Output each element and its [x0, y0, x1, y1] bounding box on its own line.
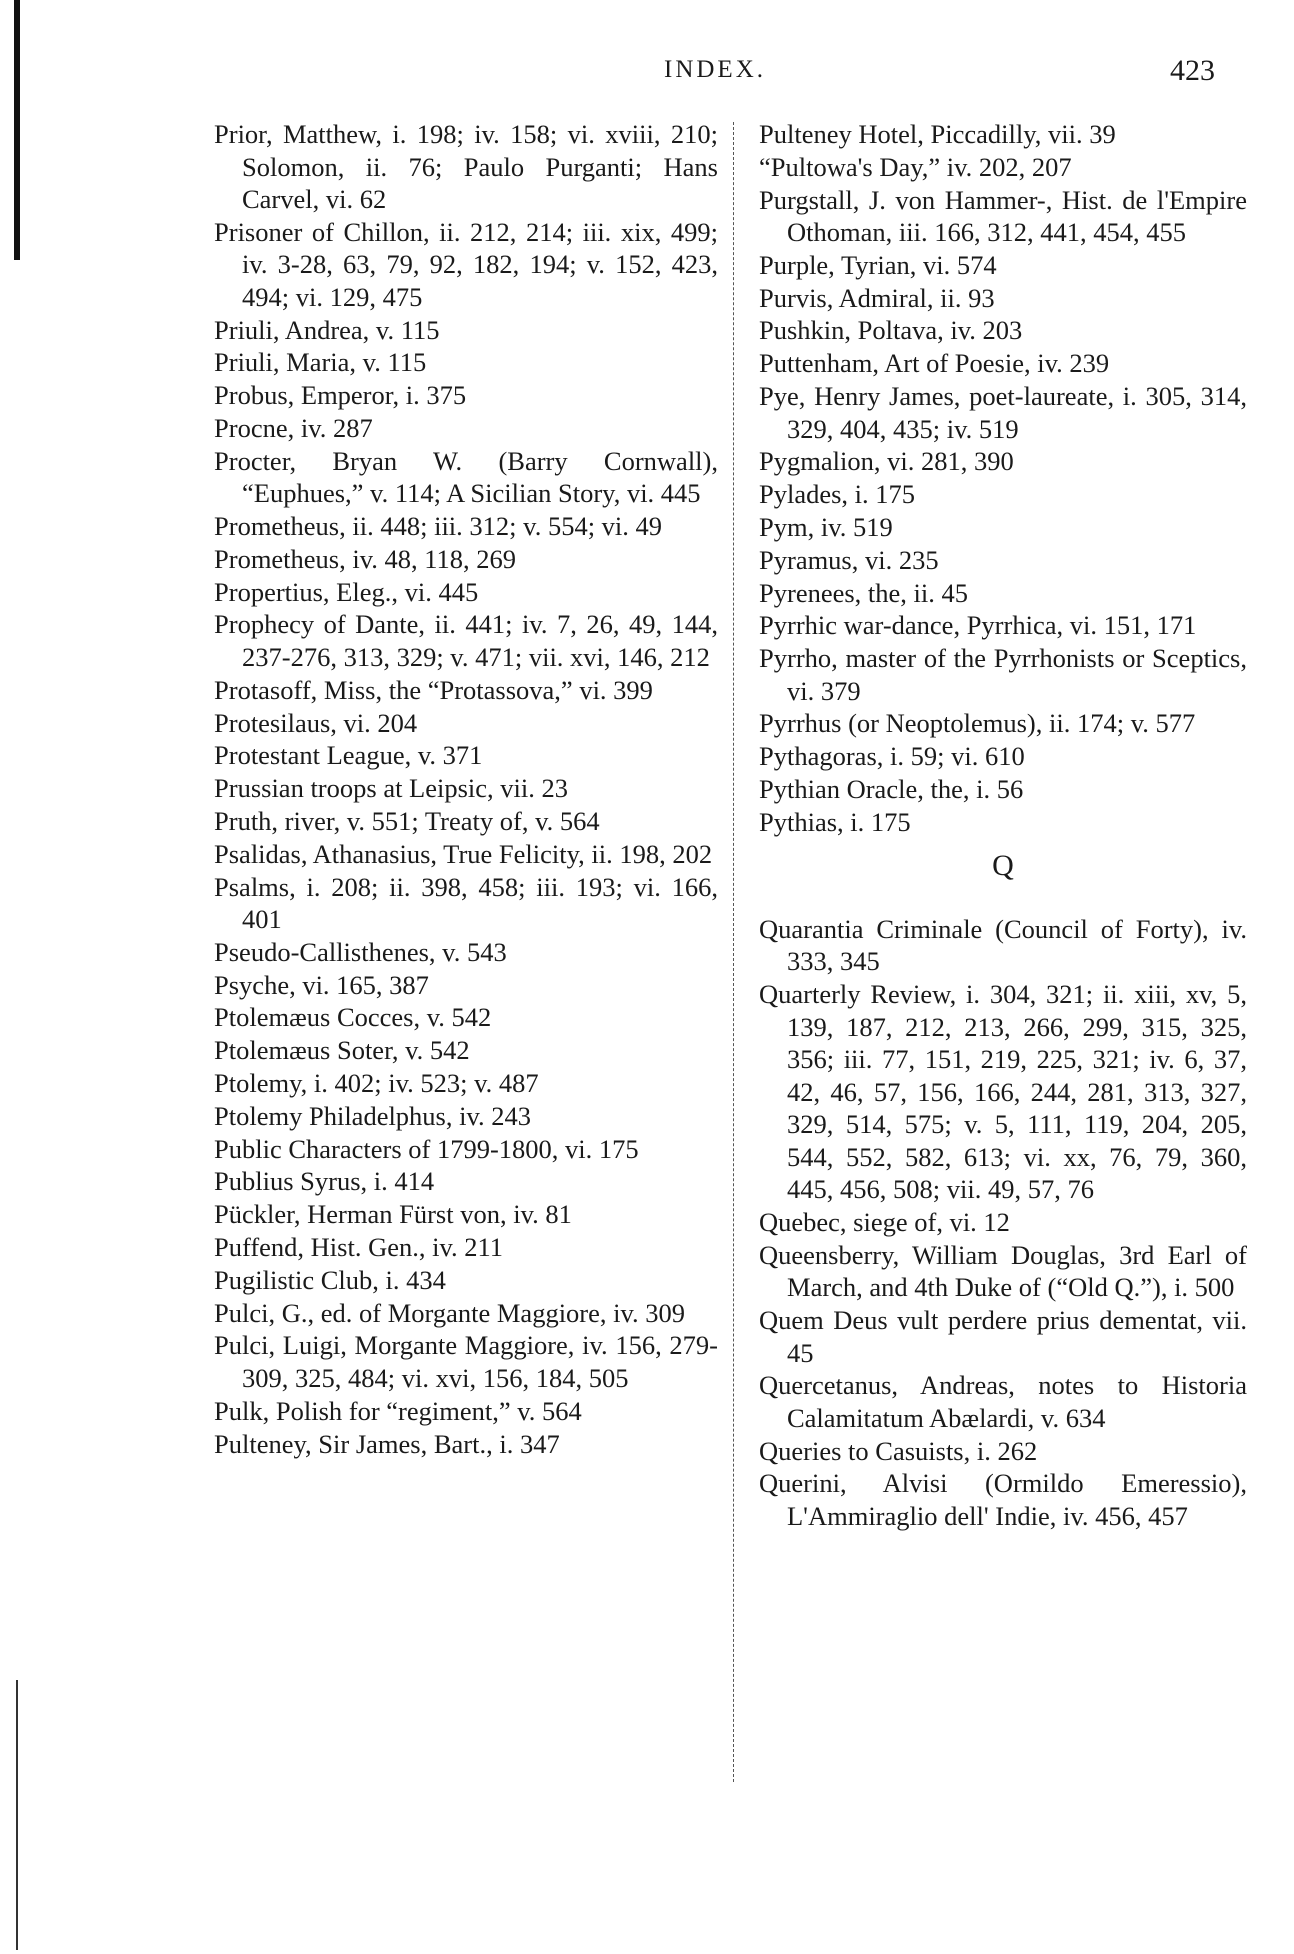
index-entry: Ptolemæus Cocces, v. 542: [214, 1002, 492, 1033]
index-entry: Ptolemy, i. 402; iv. 523; v. 487: [214, 1068, 539, 1099]
index-entry: Quercetanus, Andreas, notes to Historia Calamitatum Abælardi, v. 634: [759, 1370, 1247, 1433]
index-entry: Pyrrho, master of the Pyrrhonists or Sceptics, vi. 379: [759, 643, 1247, 706]
index-entry: Protesilaus, vi. 204: [214, 707, 418, 738]
index-entry: Quem Deus vult perdere prius dementat, vii. 45: [759, 1305, 1247, 1368]
index-entries-p: [759, 118, 1247, 838]
index-entry: Pulk, Polish for “regiment,” v. 564: [214, 1395, 582, 1426]
index-entry: Querini, Alvisi (Ormildo Emeressio), L'Ammiraglio dell' Indie, iv. 456, 457: [759, 1468, 1247, 1531]
index-entry: Pythagoras, i. 59; vi. 610: [759, 741, 1025, 772]
index-entry: Pye, Henry James, poet-laureate, i. 305, 314, 329, 404, 435; iv. 519: [759, 381, 1247, 444]
index-entry: Procne, iv. 287: [214, 412, 373, 443]
index-entry: Purgstall, J. von Hammer-, Hist. de l'Empire Othoman, iii. 166, 312, 441, 454, 455: [759, 184, 1247, 248]
index-entry: Prometheus, iv. 48, 118, 269: [214, 543, 517, 574]
index-entry: Psalms, i. 208; ii. 398, 458; iii. 193; vi. 166, 401: [214, 871, 718, 935]
running-head: INDEX.: [664, 56, 767, 83]
index-entry: Publius Syrus, i. 414: [214, 1166, 435, 1197]
index-entry: Prometheus, ii. 448; iii. 312; v. 554; vi. 49: [214, 511, 663, 542]
index-entry: Psalidas, Athanasius, True Felicity, ii. 198, 202: [214, 838, 713, 869]
index-entry: Pulci, Luigi, Morgante Maggiore, iv. 156, 279-309, 325, 484; vi. xvi, 156, 184, 505: [214, 1330, 718, 1393]
index-entry: Pugilistic Club, i. 434: [214, 1264, 446, 1295]
page-header: [0, 46, 1294, 96]
index-entry: Pyrenees, the, ii. 45: [759, 577, 969, 608]
index-entry: Pückler, Herman Fürst von, iv. 81: [214, 1199, 572, 1230]
index-entry: Pushkin, Poltava, iv. 203: [759, 315, 1023, 346]
section-heading-q: Q: [992, 849, 1014, 883]
index-entry: Protasoff, Miss, the “Protassova,” vi. 399: [214, 674, 653, 705]
index-entry: Pythias, i. 175: [759, 806, 911, 837]
index-entry: Pyrrhic war-dance, Pyrrhica, vi. 151, 171: [759, 610, 1197, 641]
index-entry: Pygmalion, vi. 281, 390: [759, 446, 1014, 477]
index-entry: Protestant League, v. 371: [214, 740, 483, 771]
index-entry: Quarterly Review, i. 304, 321; ii. xiii, xv, 5, 139, 187, 212, 213, 266, 299, 315, 325, 356; iii. 77, 151, 219, 225, 321; iv. 6, 37, 42, 46, 57, 156, 166, 244, 281, 313, 327, 329, 514, 575; v. 5, 111, 119, 204, 205, 544, 552, 582, 613; vi. xx, 76, 79, 360, 445, 456, 508; vii. 49, 57, 76: [759, 979, 1247, 1205]
index-entry: Psyche, vi. 165, 387: [214, 969, 429, 1000]
index-entry: Pseudo-Callisthenes, v. 543: [214, 936, 507, 967]
index-column-right: [759, 118, 1247, 1533]
index-entry: Prophecy of Dante, ii. 441; iv. 7, 26, 49, 144, 237-276, 313, 329; v. 471; vii. xvi, 146, 212: [214, 609, 718, 672]
index-entry: Purple, Tyrian, vi. 574: [759, 249, 997, 280]
index-column-left: [214, 118, 718, 1460]
index-entry: Prior, Matthew, i. 198; iv. 158; vi. xviii, 210; Solomon, ii. 76; Paulo Purganti; Hans Carvel, vi. 62: [214, 119, 718, 214]
index-entry: Pulteney Hotel, Piccadilly, vii. 39: [759, 119, 1116, 149]
index-entry: Priuli, Maria, v. 115: [214, 347, 427, 378]
column-divider: [733, 122, 735, 1782]
index-entry: Ptolemy Philadelphus, iv. 243: [214, 1100, 532, 1131]
index-entry: Pyramus, vi. 235: [759, 544, 939, 575]
index-entry: Pulteney, Sir James, Bart., i. 347: [214, 1428, 560, 1459]
index-entry: Purvis, Admiral, ii. 93: [759, 282, 995, 313]
index-entry: Prussian troops at Leipsic, vii. 23: [214, 773, 569, 804]
index-entry: Queries to Casuists, i. 262: [759, 1435, 1038, 1466]
index-entry: Propertius, Eleg., vi. 445: [214, 576, 479, 607]
index-entry: Quebec, siege of, vi. 12: [759, 1206, 1010, 1237]
index-entry: Pythian Oracle, the, i. 56: [759, 774, 1024, 805]
binding-edge: [14, 0, 20, 260]
page-number: 423: [1170, 54, 1215, 87]
index-entry: Pylades, i. 175: [759, 479, 916, 510]
index-entry: Pyrrhus (or Neoptolemus), ii. 174; v. 577: [759, 708, 1196, 739]
index-entry: Puttenham, Art of Poesie, iv. 239: [759, 348, 1110, 379]
index-entry: Public Characters of 1799-1800, vi. 175: [214, 1133, 639, 1164]
index-entry: Quarantia Criminale (Council of Forty), iv. 333, 345: [759, 913, 1247, 977]
index-entry: Procter, Bryan W. (Barry Cornwall), “Euphues,” v. 114; A Sicilian Story, vi. 445: [214, 445, 718, 509]
binding-edge-lower: [16, 1680, 18, 1950]
index-entry: Pulci, G., ed. of Morgante Maggiore, iv. 309: [214, 1297, 686, 1328]
index-entry: Pruth, river, v. 551; Treaty of, v. 564: [214, 805, 600, 836]
index-entry: Queensberry, William Douglas, 3rd Earl of March, and 4th Duke of (“Old Q.”), i. 500: [759, 1239, 1247, 1303]
index-entry: Probus, Emperor, i. 375: [214, 380, 467, 411]
index-entry: Pym, iv. 519: [759, 511, 893, 542]
index-entries-q: [759, 913, 1247, 1533]
index-entry: “Pultowa's Day,” iv. 202, 207: [759, 151, 1072, 182]
index-entry: Priuli, Andrea, v. 115: [214, 314, 440, 345]
index-entry: Prisoner of Chillon, ii. 212, 214; iii. xix, 499; iv. 3-28, 63, 79, 92, 182, 194; v. 152, 423, 494; vi. 129, 475: [214, 216, 718, 312]
index-entry: Ptolemæus Soter, v. 542: [214, 1035, 470, 1066]
index-entry: Puffend, Hist. Gen., iv. 211: [214, 1232, 504, 1263]
